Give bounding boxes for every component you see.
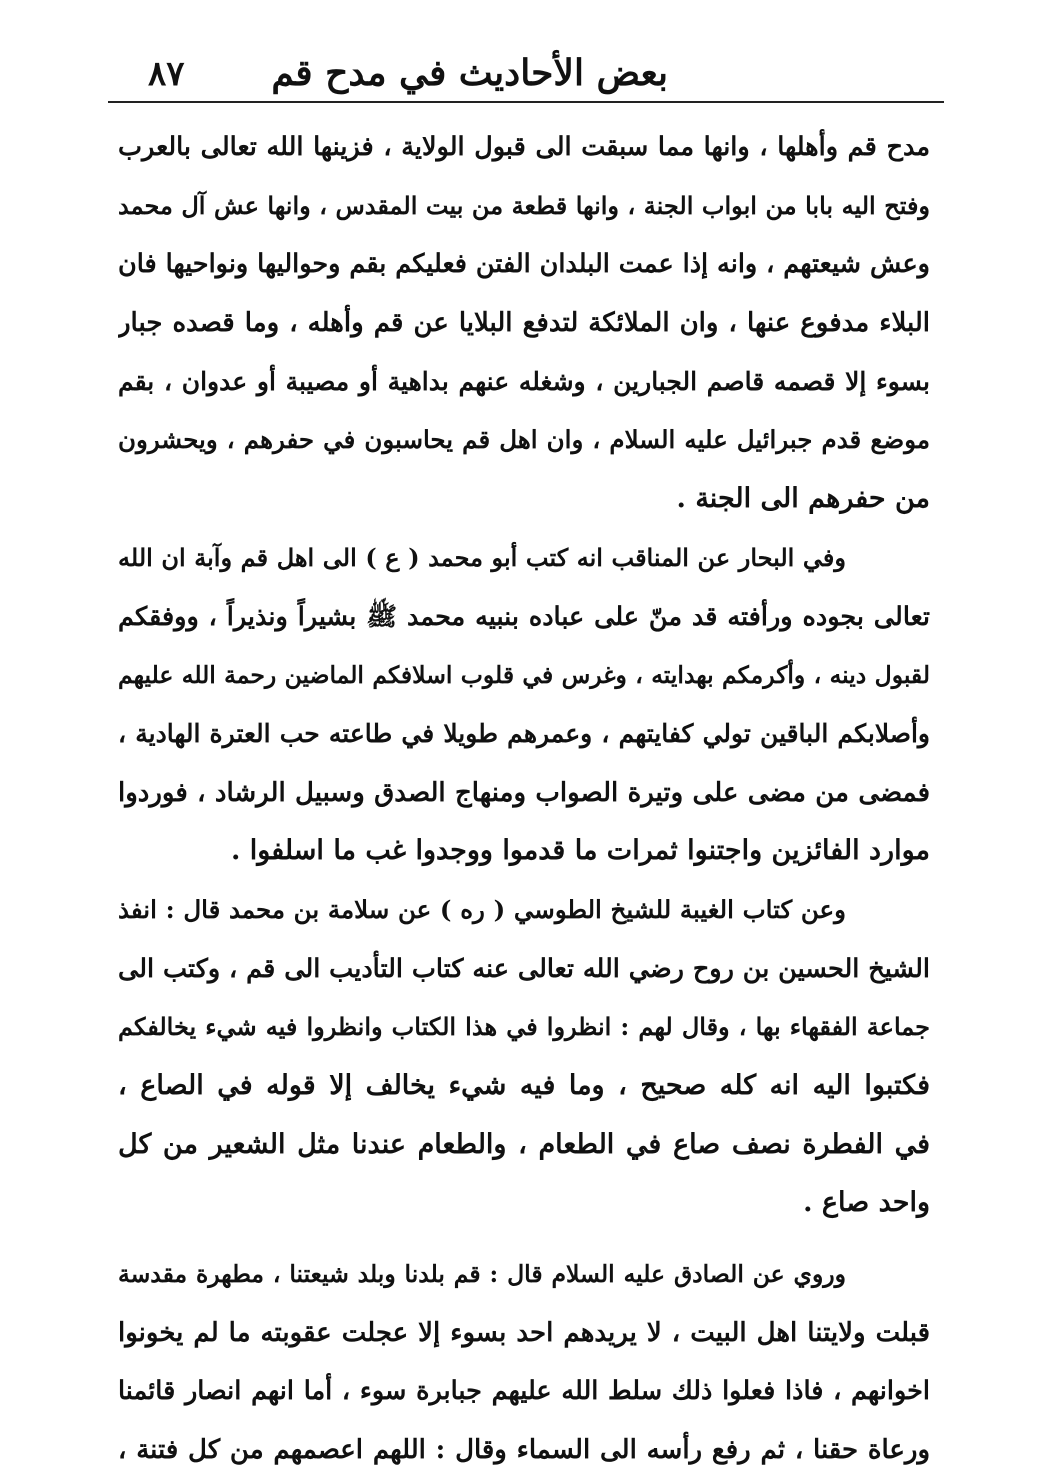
text-line: لقبول دينه ، وأكرمكم بهدايته ، وغرس في قلوب اسلافكم الماضين رحمة الله عليهم xyxy=(118,661,930,690)
text-line: من حفرهم الى الجنة . xyxy=(676,483,930,515)
page-number: ٨٧ xyxy=(148,54,185,94)
text-line: وفي البحار عن المناقب انه كتب أبو محمد ( ع ) الى اهل قم وآبة ان الله xyxy=(118,542,846,572)
text-line: وعن كتاب الغيبة للشيخ الطوسي ( ره ) عن سلامة بن محمد قال : انفذ xyxy=(118,894,846,924)
paragraph xyxy=(118,118,930,529)
text-line: الشيخ الحسين بن روح رضي الله تعالى عنه كتاب التأديب الى قم ، وكتب الى xyxy=(118,953,930,984)
text-line: فمضى من مضى على وتيرة الصواب ومنهاج الصدق وسبيل الرشاد ، فوردوا xyxy=(118,777,930,808)
text-line: البلاء مدفوع عنها ، وان الملائكة لتدفع البلايا عن قم وأهله ، وما قصده جبار xyxy=(118,308,930,339)
text-line: مدح قم وأهلها ، وانها مما سبقت الى قبول الولاية ، فزينها الله تعالى بالعرب xyxy=(118,132,930,162)
text-line: بسوء إلا قصمه قاصم الجبارين ، وشغله عنهم بداهية أو مصيبة أو عدوان ، بقم xyxy=(118,366,930,396)
text-line: تعالى بجوده ورأفته قد منّ على عباده بنبيه محمد ﷺ بشيراً ونذيراً ، ووفقكم xyxy=(118,601,930,632)
text-line: في الفطرة نصف صاع في الطعام ، والطعام عندنا مثل الشعير من كل xyxy=(118,1128,930,1160)
text-line: موارد الفائزين واجتنوا ثمرات ما قدموا ووجدوا غب ما اسلفوا . xyxy=(230,835,930,867)
text-line: جماعة الفقهاء بها ، وقال لهم : انظروا في هذا الكتاب وانظروا فيه شيء يخالفكم xyxy=(118,1012,930,1042)
text-line: اخوانهم ، فاذا فعلوا ذلك سلط الله عليهم جبابرة سوء ، أما انهم انصار قائمنا xyxy=(118,1376,930,1407)
text-line: ورعاة حقنا ، ثم رفع رأسه الى السماء وقال : اللهم اعصمهم من كل فتنة ، xyxy=(118,1435,930,1466)
text-line: فكتبوا اليه انه كله صحيح ، وما فيه شيء يخالف إلا قوله في الصاع ، xyxy=(118,1070,930,1101)
paragraph xyxy=(118,529,930,881)
text-line: وروي عن الصادق عليه السلام قال : قم بلدنا وبلد شيعتنا ، مطهرة مقدسة xyxy=(118,1260,846,1289)
text-line: موضع قدم جبرائيل عليه السلام ، وان اهل قم يحاسبون في حفرهم ، ويحشرون xyxy=(118,425,930,455)
text-line: وعش شيعتهم ، وانه إذا عمت البلدان الفتن فعليكم بقم وحواليها ونواحيها فان xyxy=(118,249,930,280)
running-title: بعض الأحاديث في مدح قم xyxy=(271,52,668,94)
text-line: وفتح اليه بابا من ابواب الجنة ، وانها قطعة من بيت المقدس ، وانها عش آل محمد xyxy=(118,190,930,220)
text-line: قبلت ولايتنا اهل البيت ، لا يريدهم احد بسوء إلا عجلت عقوبته ما لم يخونوا xyxy=(118,1317,930,1348)
page-body xyxy=(118,118,930,1480)
text-line: واحد صاع . xyxy=(803,1187,930,1219)
paragraph-gap xyxy=(118,1233,930,1245)
page-header xyxy=(108,48,938,102)
paragraph xyxy=(118,1245,930,1480)
paragraph xyxy=(118,881,930,1233)
text-line: وأصلابكم الباقين تولي كفايتهم ، وعمرهم طويلا في طاعته حب العترة الهادية ، xyxy=(118,718,930,748)
header-rule xyxy=(108,101,944,103)
